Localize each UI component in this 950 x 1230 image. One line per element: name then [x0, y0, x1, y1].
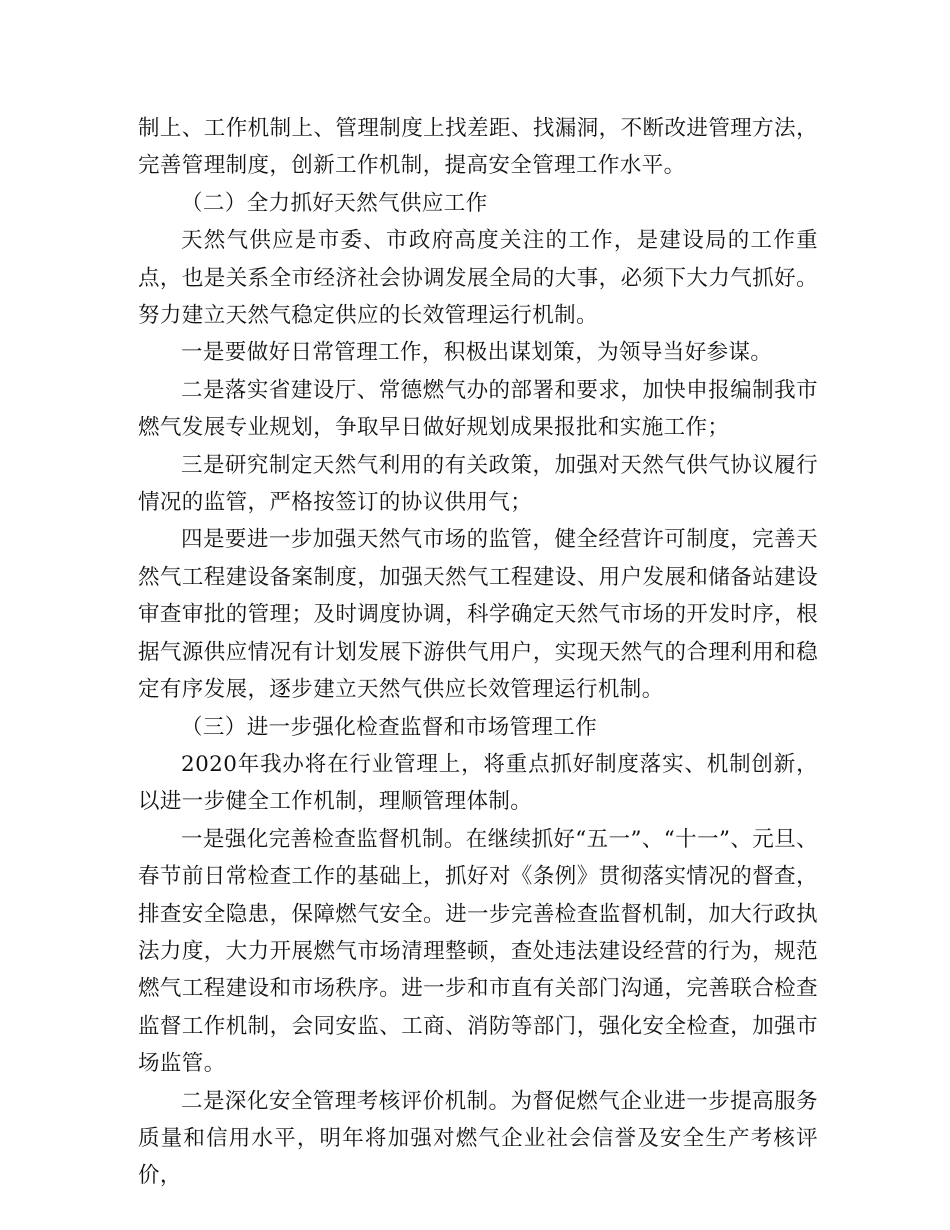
- paragraph: 二是落实省建设厅、常德燃气办的部署和要求，加快申报编制我市燃气发展专业规划，争取早日做好规划成果报批和实施工作；: [138, 377, 818, 441]
- section-heading-2: （二）全力抓好天然气供应工作: [181, 190, 488, 216]
- paragraph-continued: 制上、工作机制上、管理制度上找差距、找漏洞，不断改进管理方法，完善管理制度，创新工作机制，提高安全管理工作水平。: [138, 116, 818, 179]
- paragraph: 一是强化完善检查监督机制。在继续抓好“五一”、“十一”、元旦、春节前日常检查工作的基础上，抓好对《条例》贯彻落实情况的督查，排查安全隐患，保障燃气安全。进一步完善检查监督机制，加大行政执法力度，大力开展燃气市场清理整顿，查处违法建设经营的行为，规范燃气工程建设和市场秩序。进一步和市直有关部门沟通，完善联合检查监督工作机制，会同安监、工商、消防等部门，强化安全检查，加强市场监管。: [138, 826, 818, 1077]
- paragraph: 天然气供应是市委、市政府高度关注的工作，是建设局的工作重点，也是关系全市经济社会协调发展全局的大事，必须下大力气抓好。努力建立天然气稳定供应的长效管理运行机制。: [138, 228, 818, 329]
- paragraph: 一是要做好日常管理工作，积极出谋划策，为领导当好参谋。: [181, 340, 773, 366]
- document-body: [138, 110, 818, 1195]
- paragraph: 二是深化安全管理考核评价机制。为督促燃气企业进一步提高服务质量和信用水平，明年将加强对燃气企业社会信誉及安全生产考核评价，: [138, 1088, 818, 1189]
- section-heading-3: （三）进一步强化检查监督和市场管理工作: [181, 714, 598, 740]
- paragraph: 2020年我办将在行业管理上，将重点抓好制度落实、机制创新，以进一步健全工作机制，理顺管理体制。: [138, 751, 818, 815]
- paragraph: 四是要进一步加强天然气市场的监管，健全经营许可制度，完善天然气工程建设备案制度，加强天然气工程建设、用户发展和储备站建设审查审批的管理；及时调度协调，科学确定天然气市场的开发时序，根据气源供应情况有计划发展下游供气用户，实现天然气的合理利用和稳定有序发展，逐步建立天然气供应长效管理运行机制。: [138, 527, 818, 703]
- paragraph: 三是研究制定天然气利用的有关政策，加强对天然气供气协议履行情况的监管，严格按签订的协议供用气；: [138, 452, 818, 516]
